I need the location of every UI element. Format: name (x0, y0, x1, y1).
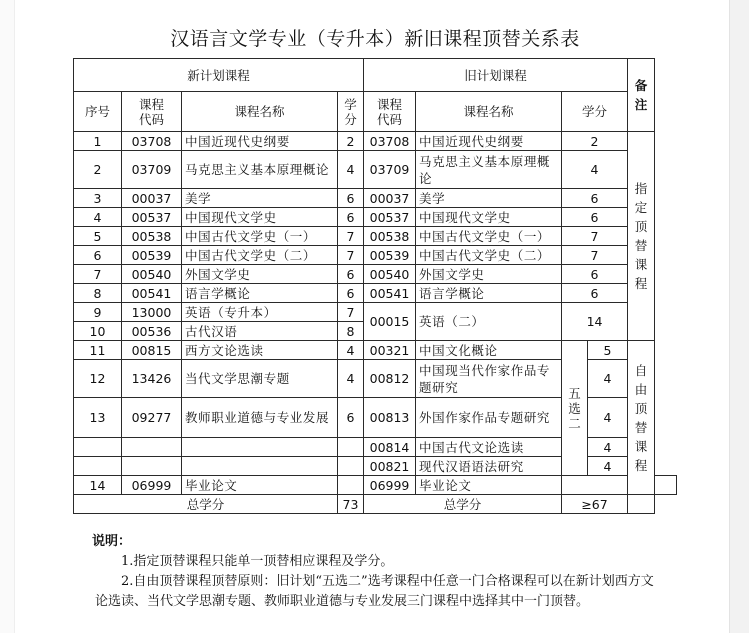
new-name-cell: 毕业论文 (182, 476, 338, 495)
old-name-cell: 中国古代文学史（一） (416, 227, 562, 246)
old-name-cell: 语言学概论 (416, 284, 562, 303)
old-name-cell: 现代汉语语法研究 (416, 457, 562, 476)
new-credit-header (338, 92, 364, 132)
old-code-cell: 03709 (364, 151, 416, 189)
old-code-cell: 00540 (364, 265, 416, 284)
new-credit-cell: 8 (338, 322, 364, 341)
new-code-cell: 03709 (122, 151, 182, 189)
table-row (74, 227, 677, 246)
old-code-cell: 00321 (364, 341, 416, 360)
new-credit-cell: 6 (338, 284, 364, 303)
new-name-cell: 中国近现代史纲要 (182, 132, 338, 151)
seq-cell: 14 (74, 476, 122, 495)
old-credit-cell: 6 (562, 265, 628, 284)
table-row (74, 151, 677, 189)
empty-cell (122, 438, 182, 457)
new-credit-cell: 6 (338, 189, 364, 208)
new-name-header: 课程名称 (182, 92, 338, 132)
old-credit-cell: 4 (588, 457, 628, 476)
new-code-cell: 00540 (122, 265, 182, 284)
old-name-cell: 中国古代文论选读 (416, 438, 562, 457)
old-code-cell: 00537 (364, 208, 416, 227)
old-code-cell: 00541 (364, 284, 416, 303)
course-table (73, 58, 677, 514)
old-code-cell: 06999 (364, 476, 416, 495)
seq-header: 序号 (74, 92, 122, 132)
new-name-cell: 中国古代文学史（二） (182, 246, 338, 265)
old-credit-cell: 4 (588, 360, 628, 398)
new-name-cell: 当代文学思潮专题 (182, 360, 338, 398)
old-total-value: ≥67 (562, 495, 628, 514)
new-code-cell: 00815 (122, 341, 182, 360)
new-credit-cell (338, 476, 364, 495)
page-title: 汉语言文学专业（专升本）新旧课程顶替关系表 (170, 28, 580, 50)
table-row (74, 303, 677, 322)
empty-cell (338, 457, 364, 476)
old-code-cell: 00813 (364, 398, 416, 438)
old-credit-cell: 7 (562, 246, 628, 265)
table-row (74, 189, 677, 208)
empty-cell (182, 438, 338, 457)
new-code-cell: 06999 (122, 476, 182, 495)
seq-cell: 4 (74, 208, 122, 227)
old-credit-cell: 4 (588, 438, 628, 457)
old-credit-cell: 5 (588, 341, 628, 360)
new-code-cell: 00536 (122, 322, 182, 341)
note-item: 2.自由顶替课程顶替原则：旧计划“五选二”选考课程中任意一门合格课程可以在新计划西方文论选读、当代文学思潮专题、教师职业道德与专业发展三门课程中选择其中一门顶替。 (95, 574, 654, 609)
seq-cell: 2 (74, 151, 122, 189)
old-credit-header: 学分 (562, 92, 628, 132)
seq-cell: 13 (74, 398, 122, 438)
table-row (74, 132, 677, 151)
old-code-cell: 00539 (364, 246, 416, 265)
old-name-header: 课程名称 (416, 92, 562, 132)
choose-two-cell (562, 341, 588, 476)
new-name-cell: 中国现代文学史 (182, 208, 338, 227)
table-row (74, 476, 677, 495)
seq-cell: 11 (74, 341, 122, 360)
new-name-cell: 教师职业道德与专业发展 (182, 398, 338, 438)
remark-free-text: 自由顶替课程 (634, 362, 648, 473)
old-code-header-text: 课程代码 (377, 96, 403, 127)
remark-header-text: 备注 (634, 78, 648, 112)
new-code-cell: 00537 (122, 208, 182, 227)
new-credit-cell: 6 (338, 208, 364, 227)
remark-designated (628, 132, 655, 341)
new-name-cell: 英语（专升本） (182, 303, 338, 322)
empty-cell (182, 457, 338, 476)
old-credit-cell: 14 (562, 303, 628, 341)
new-credit-cell: 6 (338, 265, 364, 284)
header-row-columns (74, 92, 677, 132)
table-row (74, 341, 677, 360)
old-credit-cell: 6 (562, 189, 628, 208)
old-name-cell: 外国文学史 (416, 265, 562, 284)
new-code-cell: 09277 (122, 398, 182, 438)
empty-cell (338, 438, 364, 457)
old-name-cell: 中国近现代史纲要 (416, 132, 562, 151)
notes-section (92, 532, 695, 612)
page-margin-left (0, 0, 15, 633)
seq-cell: 7 (74, 265, 122, 284)
old-code-cell: 00821 (364, 457, 416, 476)
old-code-cell: 00015 (364, 303, 416, 341)
remark-header (628, 59, 655, 132)
old-name-cell: 马克思主义基本原理概论 (416, 151, 562, 189)
old-credit-cell: 4 (562, 151, 628, 189)
new-code-cell: 00538 (122, 227, 182, 246)
empty-cell (122, 457, 182, 476)
new-name-cell: 美学 (182, 189, 338, 208)
old-code-cell: 00538 (364, 227, 416, 246)
notes-label: 说明： (92, 534, 132, 549)
new-credit-cell: 7 (338, 303, 364, 322)
old-code-header (364, 92, 416, 132)
new-credit-cell: 7 (338, 227, 364, 246)
empty-cell (655, 476, 677, 495)
header-row-plan (74, 59, 677, 92)
new-name-cell: 外国文学史 (182, 265, 338, 284)
new-code-header (122, 92, 182, 132)
new-name-cell: 马克思主义基本原理概论 (182, 151, 338, 189)
old-credit-cell: 2 (562, 132, 628, 151)
remark-free (628, 341, 655, 495)
new-plan-header: 新计划课程 (74, 59, 364, 92)
new-code-header-text: 课程代码 (138, 96, 164, 127)
new-code-cell: 13000 (122, 303, 182, 322)
empty-cell (74, 438, 122, 457)
old-name-cell: 中国古代文学史（二） (416, 246, 562, 265)
seq-cell: 8 (74, 284, 122, 303)
table-row (74, 246, 677, 265)
seq-cell: 1 (74, 132, 122, 151)
new-name-cell: 中国古代文学史（一） (182, 227, 338, 246)
old-name-cell: 外国作家作品专题研究 (416, 398, 562, 438)
remark-designated-text: 指定顶替课程 (634, 181, 648, 291)
old-credit-cell: 6 (562, 208, 628, 227)
new-credit-cell: 6 (338, 398, 364, 438)
old-total-label: 总学分 (364, 495, 562, 514)
page-margin-right (729, 0, 749, 633)
old-credit-cell: 4 (588, 398, 628, 438)
table-row (74, 265, 677, 284)
new-credit-cell: 4 (338, 341, 364, 360)
new-code-cell: 00037 (122, 189, 182, 208)
old-plan-header: 旧计划课程 (364, 59, 628, 92)
old-name-cell: 毕业论文 (416, 476, 562, 495)
new-name-cell: 西方文论选读 (182, 341, 338, 360)
empty-cell (74, 457, 122, 476)
new-code-cell: 00539 (122, 246, 182, 265)
new-total-value: 73 (338, 495, 364, 514)
seq-cell: 6 (74, 246, 122, 265)
seq-cell: 9 (74, 303, 122, 322)
old-code-cell: 03708 (364, 132, 416, 151)
note-item: 1.指定顶替课程只能单一顶替相应课程及学分。 (121, 554, 394, 569)
table-row (74, 208, 677, 227)
table-row (74, 284, 677, 303)
old-code-cell: 00037 (364, 189, 416, 208)
seq-cell: 12 (74, 360, 122, 398)
old-credit-cell (562, 476, 628, 495)
new-name-cell: 语言学概论 (182, 284, 338, 303)
old-name-cell: 中国现当代作家作品专题研究 (416, 360, 562, 398)
new-code-cell: 13426 (122, 360, 182, 398)
old-credit-cell: 7 (562, 227, 628, 246)
seq-cell: 10 (74, 322, 122, 341)
old-code-cell: 00812 (364, 360, 416, 398)
totals-row (74, 495, 677, 514)
new-credit-cell: 7 (338, 246, 364, 265)
old-code-cell: 00814 (364, 438, 416, 457)
old-name-cell: 中国文化概论 (416, 341, 562, 360)
new-credit-header-text: 学分 (344, 96, 357, 127)
old-credit-cell: 6 (562, 284, 628, 303)
new-credit-cell: 4 (338, 151, 364, 189)
new-credit-cell: 4 (338, 360, 364, 398)
choose-two-text: 五选二 (568, 385, 581, 431)
seq-cell: 3 (74, 189, 122, 208)
seq-cell: 5 (74, 227, 122, 246)
old-name-cell: 英语（二） (416, 303, 562, 341)
old-name-cell: 中国现代文学史 (416, 208, 562, 227)
new-total-label: 总学分 (74, 495, 338, 514)
empty-cell (628, 495, 655, 514)
new-code-cell: 00541 (122, 284, 182, 303)
new-credit-cell: 2 (338, 132, 364, 151)
new-name-cell: 古代汉语 (182, 322, 338, 341)
old-name-cell: 美学 (416, 189, 562, 208)
new-code-cell: 03708 (122, 132, 182, 151)
